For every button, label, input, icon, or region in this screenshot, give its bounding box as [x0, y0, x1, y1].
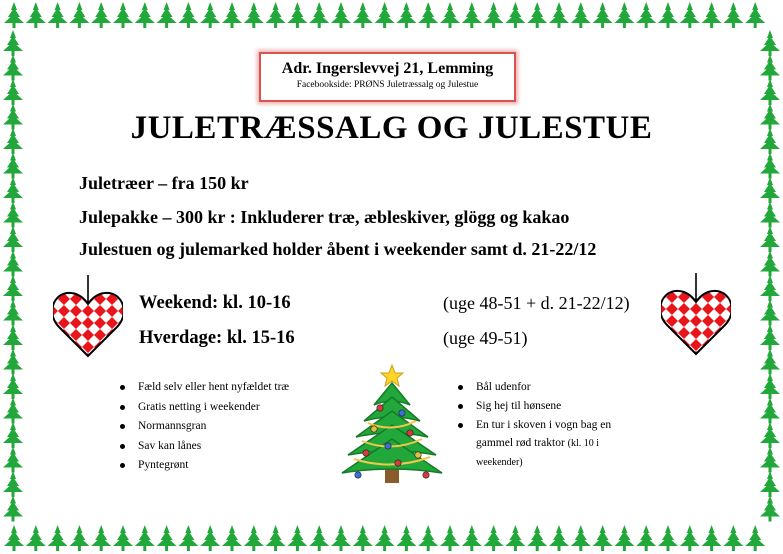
list-item: Sav kan lånes: [119, 437, 344, 457]
address-box: [259, 52, 516, 102]
list-item: Pyntegrønt: [119, 456, 344, 476]
activities-list-right: [457, 378, 657, 472]
activities-list-left: [119, 378, 344, 476]
weekend-hours: Weekend: kl. 10-16: [139, 293, 291, 313]
weekday-hours: Hverdage: kl. 15-16: [139, 328, 295, 348]
list-item-note: weekender): [476, 457, 523, 468]
info-line-package: Julepakke – 300 kr : Inkluderer træ, æbleskiver, glögg og kakao: [79, 207, 570, 227]
facebook-page-text: Facebookside: PRØNS Juletræssalg og Julestue: [296, 80, 479, 90]
list-item: Fæld selv eller hent nyfældet træ: [119, 378, 344, 398]
list-item: Normannsgran: [119, 417, 344, 437]
list-item: Bål udenfor: [457, 378, 657, 397]
decorated-christmas-tree-icon: [340, 363, 444, 491]
list-item-text: gammel rød traktor: [476, 437, 565, 449]
list-item: Sig hej til hønsene: [457, 397, 657, 416]
list-item-text: En tur i skoven i vogn bag en: [476, 419, 612, 431]
woven-heart-ornament-icon: [53, 273, 123, 359]
page-title: JULETRÆSSALG OG JULESTUE: [130, 110, 653, 146]
list-item: [457, 416, 657, 472]
info-line-opening: Julestuen og julemarked holder åbent i weekender samt d. 21-22/12: [79, 239, 597, 259]
list-item-note: (kl. 10 i: [567, 438, 600, 449]
address-text: Adr. Ingerslevvej 21, Lemming: [281, 60, 494, 77]
weekday-weeks-note: (uge 49-51): [443, 328, 528, 348]
info-line-trees-price: Juletræer – fra 150 kr: [79, 173, 249, 193]
list-item: Gratis netting i weekender: [119, 398, 344, 418]
woven-heart-ornament-icon: [661, 271, 731, 357]
weekend-weeks-note: (uge 48-51 + d. 21-22/12): [443, 293, 630, 313]
